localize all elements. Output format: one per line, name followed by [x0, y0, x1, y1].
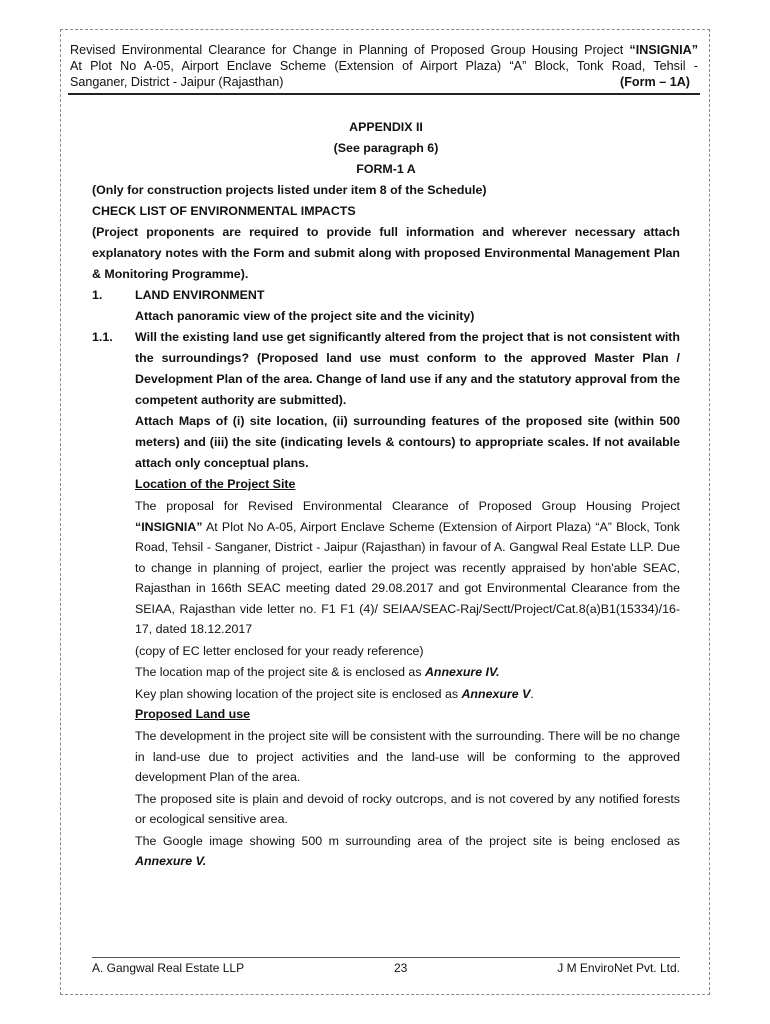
- header-location: Sanganer, District - Jaipur (Rajasthan): [70, 75, 284, 89]
- header-line-3: [70, 74, 698, 90]
- header-line-2: At Plot No A-05, Airport Enclave Scheme (Extension of Airport Plaza) “A” Block, Tonk Road, Tehsil -: [70, 59, 698, 73]
- landuse-paragraph-2: The proposed site is plain and devoid of rocky outcrops, and is not covered by any notified forests or ecological sensitive area.: [135, 791, 680, 826]
- landuse-paragraph-1: The development in the project site will be consistent with the surrounding. There will be no change in land-use due to project activities and the land-use will be conforming to the approved development Plan of the area.: [135, 729, 680, 784]
- page-number: 23: [394, 961, 408, 975]
- key-plan-text: Key plan showing location of the project site is enclosed as: [135, 686, 462, 701]
- footer-divider: [92, 957, 680, 958]
- section-1-heading: [92, 285, 680, 306]
- location-section: [135, 474, 680, 872]
- key-plan-period: .: [530, 686, 534, 701]
- see-paragraph: (See paragraph 6): [333, 141, 439, 155]
- form-title: FORM-1 A: [356, 162, 416, 176]
- panoramic-instruction: Attach panoramic view of the project site and the vicinity): [135, 309, 475, 323]
- location-project-name: “INSIGNIA”: [135, 519, 203, 534]
- annexure-v-ref: Annexure V: [461, 686, 531, 701]
- question-text: Will the existing land use get significantly altered from the project that is not consistent with the surroundings? (Proposed land use must conform to the approved Master Plan / Development Plan of the area. Change of land use if any and the statutory approval from the competent authority are submitted).: [135, 330, 680, 407]
- scope-note: (Only for construction projects listed under item 8 of the Schedule): [92, 183, 487, 197]
- location-paragraph: [135, 496, 680, 640]
- annexure-v-ref: Annexure V.: [135, 854, 207, 868]
- header-line-1: [70, 42, 698, 58]
- section-1-1: [92, 327, 680, 411]
- proponents-note: (Project proponents are required to provide full information and wherever necessary attach explanatory notes with the Form and submit along with proposed Environmental Management Plan & Monitoring Programme).: [92, 225, 680, 281]
- landuse-heading: Proposed Land use: [135, 707, 250, 721]
- section-title: LAND ENVIRONMENT: [135, 288, 265, 302]
- section-number: 1.1.: [92, 330, 113, 344]
- maps-instruction: Attach Maps of (i) site location, (ii) surrounding features of the proposed site (within 500 meters) and (iii) the site (indicating levels & contours) to appropriate scales. If not available attach only conceptual plans.: [135, 414, 680, 470]
- footer-consultant: J M EnviroNet Pvt. Ltd.: [557, 961, 680, 975]
- header-divider: [68, 93, 700, 95]
- location-map-line: [135, 662, 680, 683]
- location-text: The proposal for Revised Environmental Clearance of Proposed Group Housing Project: [135, 499, 680, 513]
- annexure-iv-ref: Annexure IV.: [424, 665, 500, 679]
- document-body: [92, 117, 680, 872]
- form-label: (Form – 1A): [620, 75, 690, 89]
- appendix-title: APPENDIX II: [349, 120, 423, 134]
- document-footer: [92, 961, 680, 975]
- document-header: [70, 42, 698, 90]
- landuse-paragraph-3: [135, 831, 680, 872]
- location-map-text: The location map of the project site & is enclosed as: [135, 665, 425, 679]
- header-text: Revised Environmental Clearance for Change in Planning of Proposed Group Housing Project: [70, 43, 630, 57]
- header-project-name: “INSIGNIA”: [629, 43, 698, 57]
- section-number: 1.: [92, 288, 103, 302]
- ec-copy-note: (copy of EC letter enclosed for your ready reference): [135, 643, 424, 658]
- location-heading: Location of the Project Site: [135, 477, 296, 491]
- checklist-title: CHECK LIST OF ENVIRONMENTAL IMPACTS: [92, 204, 356, 218]
- footer-company: A. Gangwal Real Estate LLP: [92, 961, 245, 975]
- google-image-text: The Google image showing 500 m surrounding area of the project site is being enclosed as: [135, 833, 680, 848]
- location-text-rest: At Plot No A-05, Airport Enclave Scheme (Extension of Airport Plaza) “A” Block, Tonk Road, Tehsil - Sanganer, District - Jaipur (Rajasthan) in favour of A. Gangwal Real Estate LLP. Due to change in planning of project, earlier the project was recently appraised by hon'able SEAC, Rajasthan in 166th SEAC meeting dated 29.08.2017 and got Environmental Clearance from the SEIAA, Rajasthan vide letter no. F1 F1 (4)/ SEIAA/SEAC-Raj/Sectt/Project/Cat.8(a)B1(15334)/16-17, dated 18.12.2017: [135, 519, 680, 636]
- key-plan-line: [135, 684, 680, 705]
